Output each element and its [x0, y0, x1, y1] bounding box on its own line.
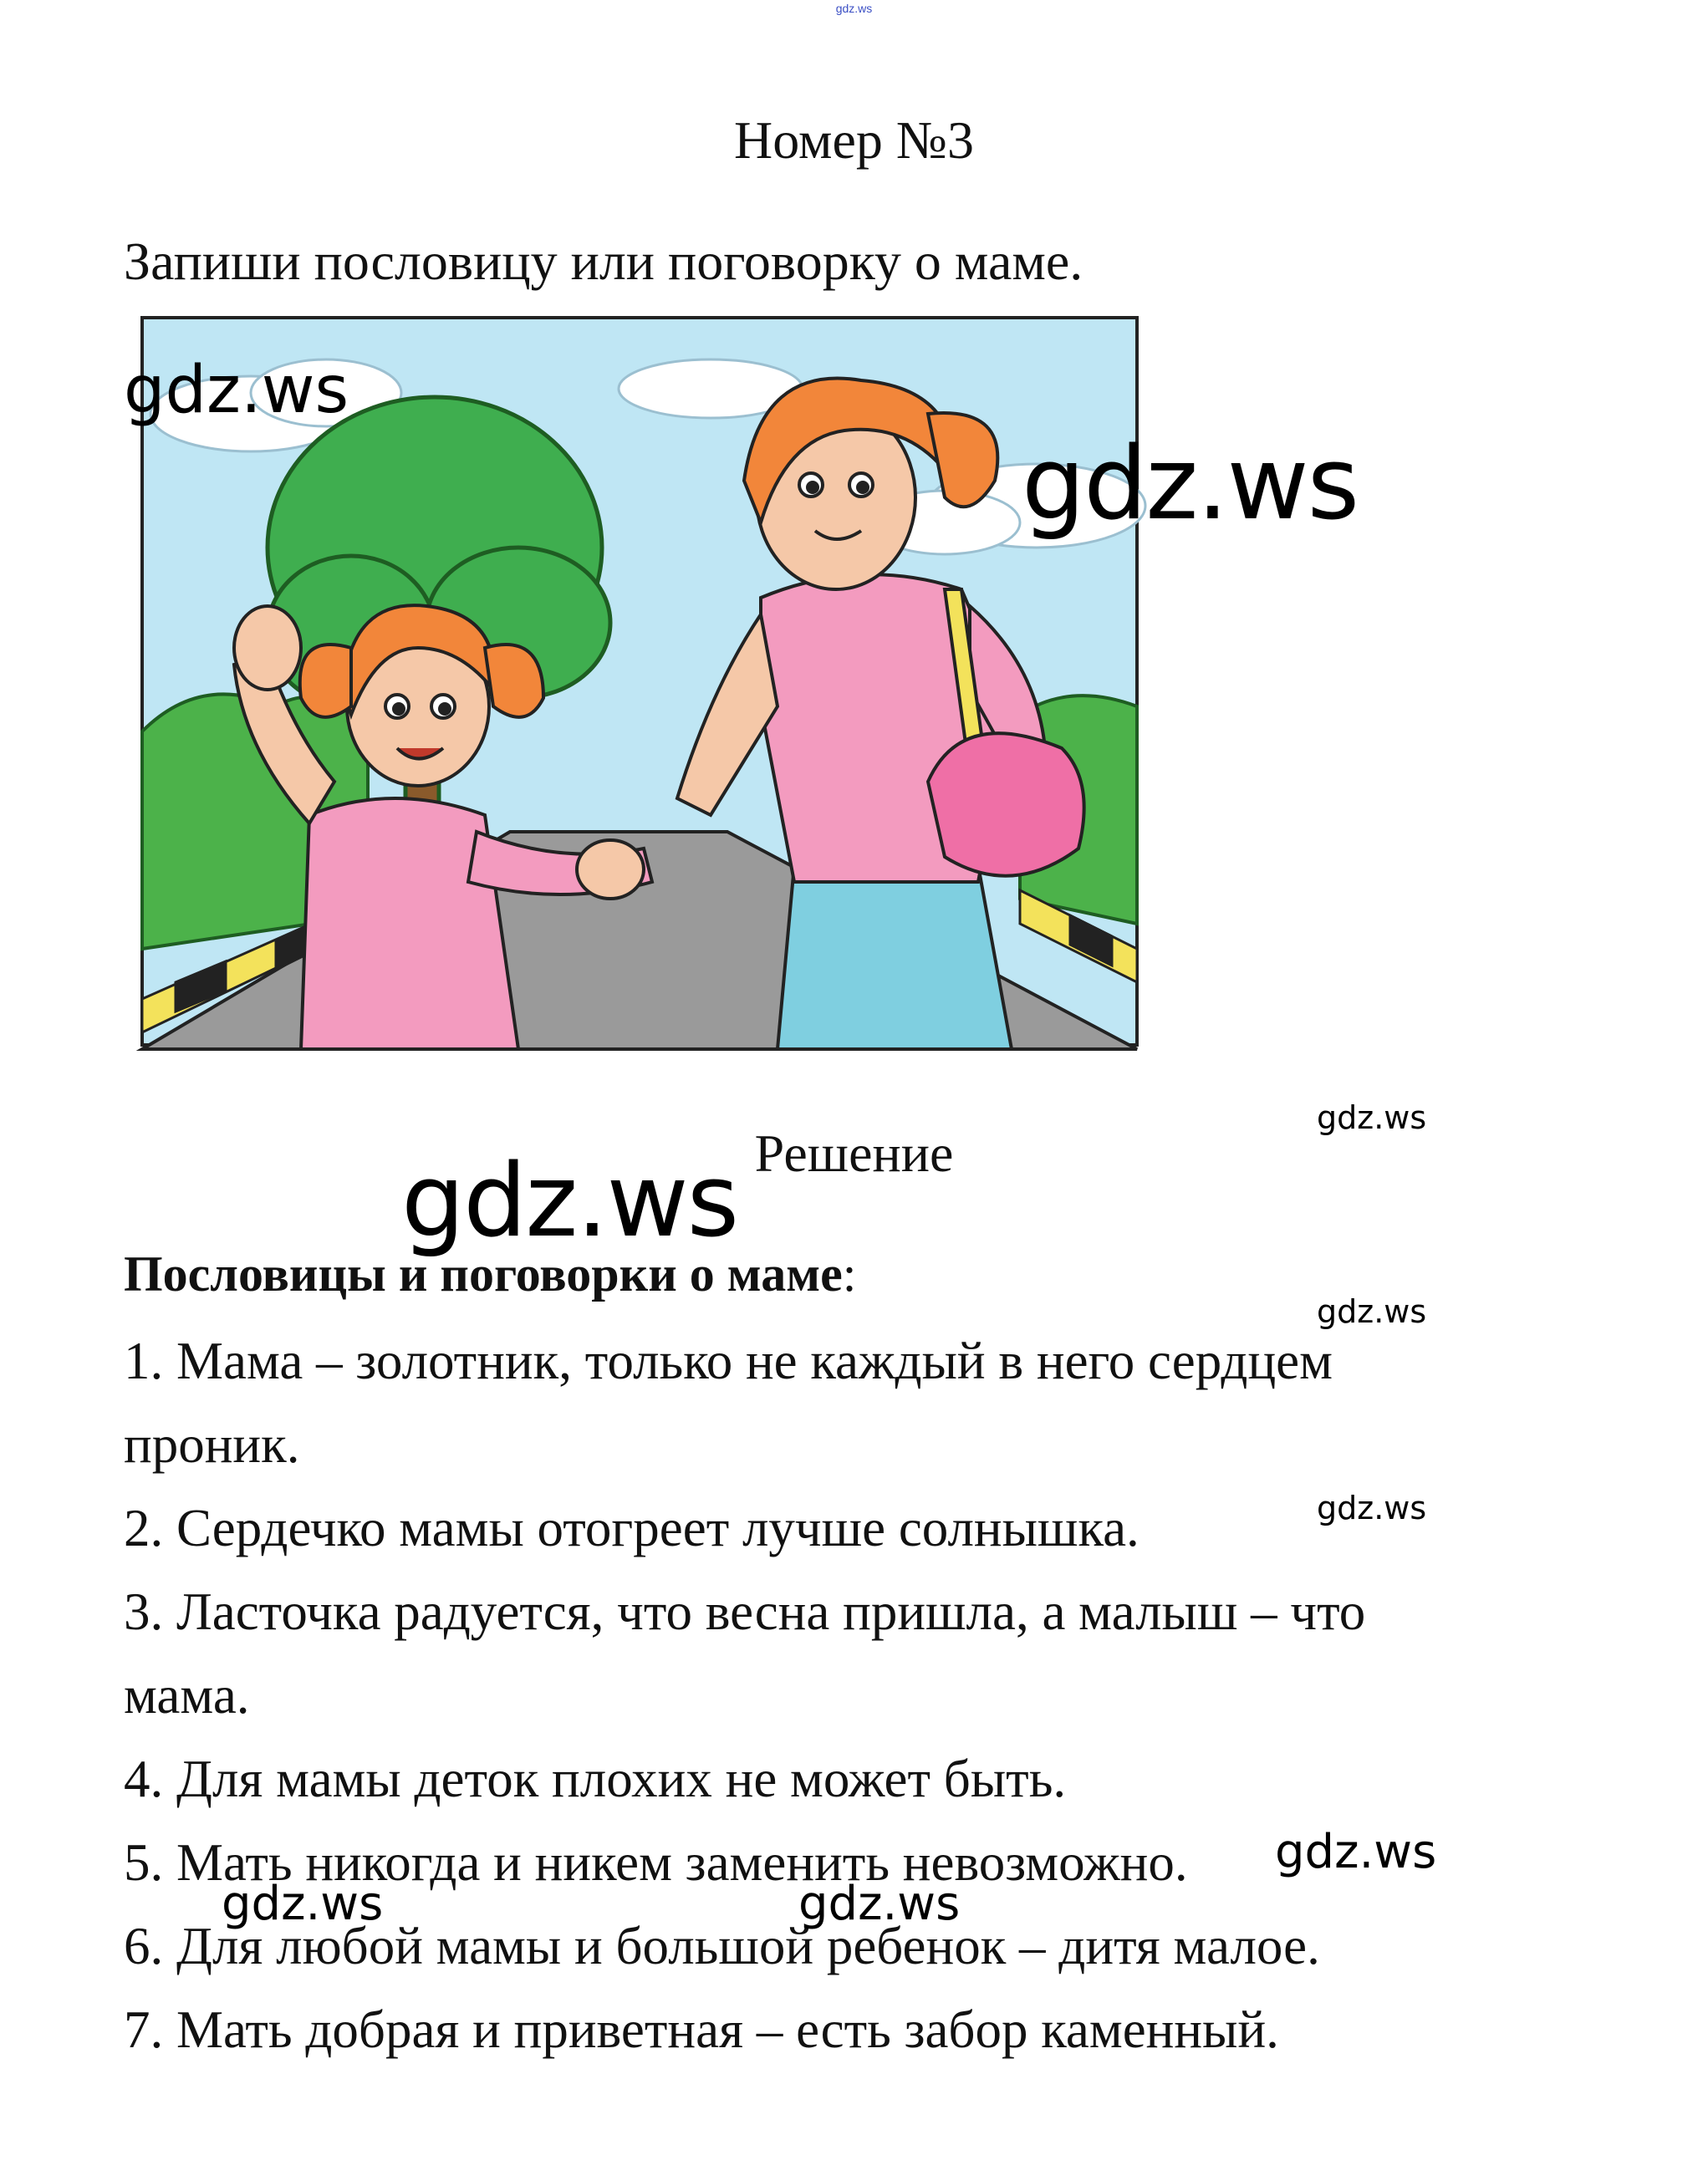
list-item: 2. Сердечко мамы отогреет лучше солнышка.	[124, 1499, 1140, 1557]
watermark: gdz.ws	[1317, 1099, 1427, 1136]
watermark: gdz.ws	[401, 1144, 738, 1260]
list-item: 3. Ласточка радуется, что весна пришла, а малыш – что мама.	[124, 1582, 1366, 1725]
watermark: gdz.ws	[1317, 1293, 1427, 1330]
watermark: gdz.ws	[222, 1877, 384, 1931]
top-watermark: gdz.ws	[835, 2, 873, 15]
watermark: gdz.ws	[1317, 1490, 1427, 1526]
task-text: Запиши пословицу или поговорку о маме.	[124, 232, 1083, 291]
watermark: gdz.ws	[798, 1877, 961, 1931]
list-item: 6. Для любой мамы и большой ребенок – дитя малое.	[124, 1917, 1320, 1975]
watermark: gdz.ws	[124, 353, 349, 428]
list-item: 4. Для мамы деток плохих не может быть.	[124, 1750, 1067, 1808]
list-item: 1. Мама – золотник, только не каждый в него сердцем проник.	[124, 1332, 1333, 1474]
answer-heading-bold: Пословицы и поговорки о маме	[124, 1246, 843, 1302]
watermark: gdz.ws	[1022, 426, 1359, 543]
list-item: 7. Мать добрая и приветная – есть забор каменный.	[124, 2000, 1279, 2059]
answer-heading-tail: :	[842, 1246, 857, 1302]
proverbs-list	[124, 1319, 1495, 2071]
page-title: Номер №3	[734, 110, 974, 170]
watermark: gdz.ws	[1275, 1825, 1437, 1879]
list-item: 5. Мать никогда и никем заменить невозможно.	[124, 1833, 1188, 1892]
solution-heading: Решение	[754, 1124, 954, 1183]
